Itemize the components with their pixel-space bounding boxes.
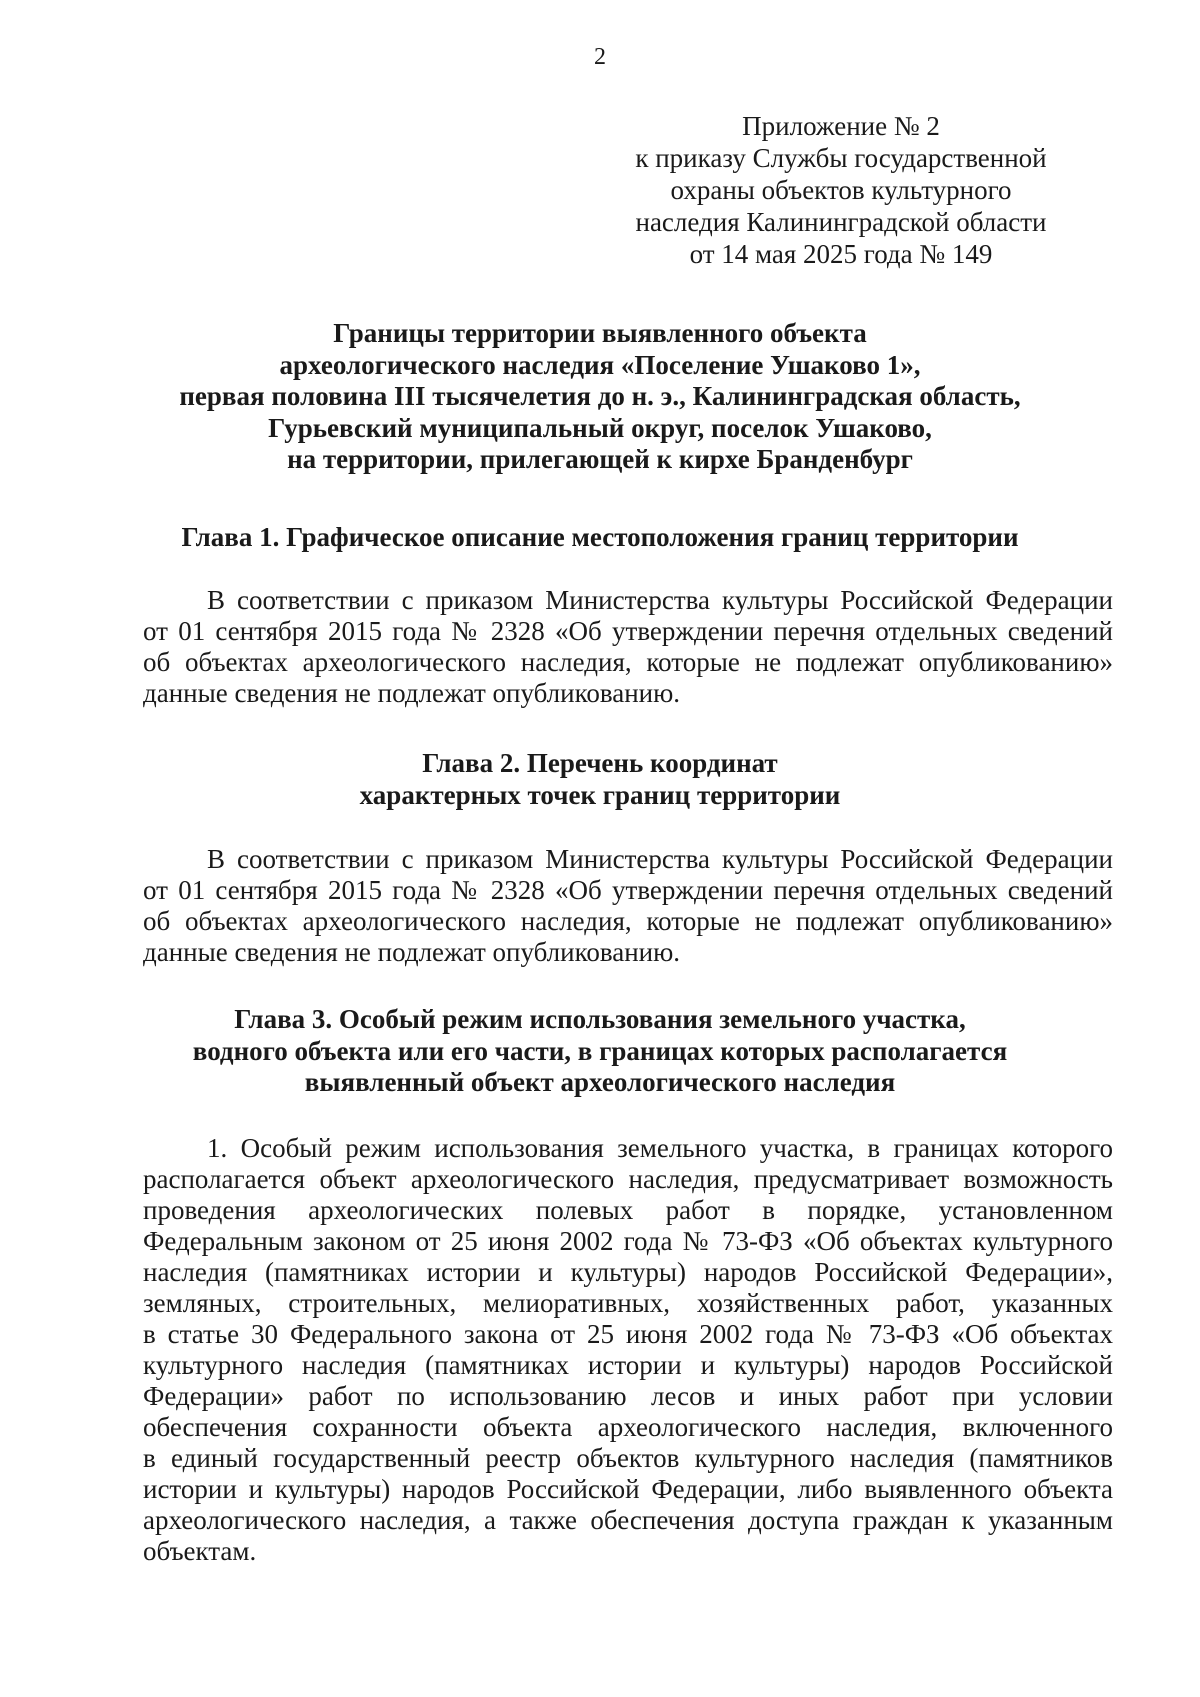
paragraph-line: культурного наследия (памятниках истории и культуры) народов Российской [143,1350,1113,1380]
title-line: Гурьевский муниципальный округ, поселок Ушаково, [268,412,932,443]
paragraph-line: 1. Особый режим использования земельного участка, в границах которого [207,1133,1113,1163]
paragraph-line: об объектах археологического наследия, которые не подлежат опубликованию» [143,906,1113,936]
paragraph-line: об объектах археологического наследия, которые не подлежат опубликованию» [143,647,1113,677]
title-line: археологического наследия «Поселение Ушаково 1», [279,349,921,380]
document-title [100,318,1100,476]
paragraph-line: объектам. [143,1536,257,1566]
heading-line: Глава 2. Перечень координат [422,748,778,778]
paragraph-line: от 01 сентября 2015 года № 2328 «Об утверждении перечня отдельных сведений [143,875,1113,905]
appendix-line: к приказу Службы государственной [635,143,1047,173]
paragraph-line: Федеральным законом от 25 июня 2002 года № 73-ФЗ «Об объектах культурного [143,1226,1113,1256]
paragraph-line: В соответствии с приказом Министерства культуры Российской Федерации [207,585,1113,615]
paragraph-line: земляных, строительных, мелиоративных, хозяйственных работ, указанных [143,1288,1113,1318]
chapter-2-heading [100,748,1100,811]
chapter-1-heading [100,522,1100,554]
appendix-line: от 14 мая 2025 года № 149 [689,239,993,269]
heading-line: Глава 1. Графическое описание местоположения границ территории [181,522,1019,552]
paragraph-line: в статье 30 Федерального закона от 25 июня 2002 года № 73-ФЗ «Об объектах [143,1319,1113,1349]
paragraph-line: Федерации» работ по использованию лесов и иных работ при условии [143,1381,1113,1411]
heading-line: характерных точек границ территории [359,779,841,810]
paragraph-line: проведения археологических полевых работ в порядке, установленном [143,1195,1113,1225]
title-line: первая половина III тысячелетия до н. э., Калининградская область, [179,381,1021,411]
paragraph-line: истории и культуры) народов Российской Федерации, либо выявленного объекта [143,1474,1113,1504]
heading-line: выявленный объект археологического наследия [304,1067,896,1097]
paragraph-line: в единый государственный реестр объектов культурного наследия (памятников [143,1443,1113,1473]
paragraph-line: обеспечения сохранности объекта археологического наследия, включенного [143,1412,1113,1442]
paragraph-line: данные сведения не подлежат опубликованию. [143,937,681,967]
appendix-block [620,110,1062,270]
chapter-3-heading [100,1004,1100,1099]
paragraph-line: данные сведения не подлежат опубликованию. [143,678,681,708]
paragraph-line: наследия (памятниках истории и культуры) народов Российской Федерации», [143,1257,1113,1287]
title-line: на территории, прилегающей к кирхе Бранденбург [287,444,913,474]
heading-line: водного объекта или его части, в границах которых располагается [192,1035,1008,1066]
paragraph-line: располагается объект археологического наследия, предусматривает возможность [143,1164,1113,1194]
page-number: 2 [594,44,606,70]
chapter-2-paragraph [143,844,1113,968]
appendix-line: охраны объектов культурного [670,175,1012,205]
title-line: Границы территории выявленного объекта [333,318,867,348]
chapter-1-paragraph [143,585,1113,709]
paragraph-line: от 01 сентября 2015 года № 2328 «Об утверждении перечня отдельных сведений [143,616,1113,646]
heading-line: Глава 3. Особый режим использования земельного участка, [234,1004,966,1034]
appendix-line: наследия Калининградской области [635,207,1047,237]
appendix-line: Приложение № 2 [742,111,940,141]
chapter-3-paragraph [143,1133,1113,1567]
paragraph-line: археологического наследия, а также обеспечения доступа граждан к указанным [143,1505,1113,1535]
paragraph-line: В соответствии с приказом Министерства культуры Российской Федерации [207,844,1113,874]
